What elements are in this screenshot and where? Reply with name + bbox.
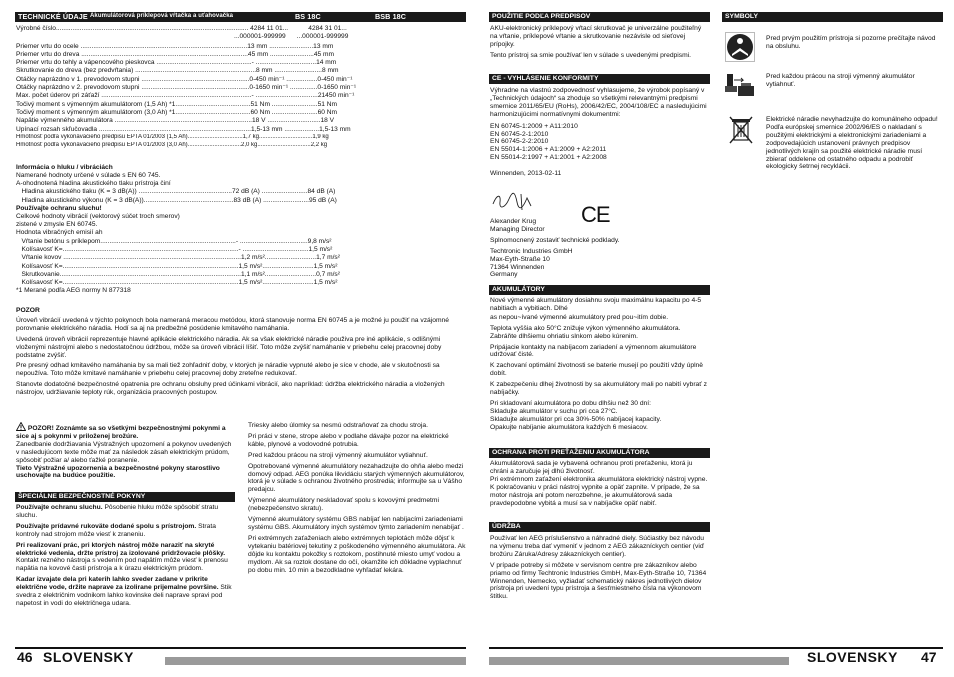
special-section <box>16 504 234 611</box>
symbol-text: Pred každou prácou na stroji výmenný akumulátor vytiahnuť. <box>766 73 915 88</box>
akku-section <box>490 297 708 435</box>
ce-norm: EN 60745-2-1:2010 <box>490 130 549 138</box>
ce-mark: CE <box>581 202 610 227</box>
ce-section <box>490 87 708 178</box>
noise-line: Namerané hodnoty určené v súlade s EN 60 745. <box>16 171 161 179</box>
warning-block <box>16 422 234 480</box>
ce-norm: EN 55014-2:1997 + A1:2001 + A2:2008 <box>490 154 607 162</box>
safety-para: Výmenné akumulátory neskladovať spolu s kovovými predmetmi (nebezpečenstvo skratu). <box>248 497 439 513</box>
left-footer <box>15 647 466 667</box>
safety-para: Pred každou prácou na stroji výmenný akumulátor vytiahnuť. <box>248 451 428 459</box>
tech-row: Hmotnosť podľa vykonávacieho predpisu EPTA 01/2003 (3,0 Ah)................................2,0 kg................................2,2 kg <box>16 142 328 149</box>
tech-row: Hmotnosť podľa vykonávacieho predpisu EPTA 01/2003 (1,5 Ah).................................1,7 kg................................1,9 kg <box>16 133 329 140</box>
vib-line: zistené v zmysle EN 60745. <box>16 221 98 229</box>
akku-para: Pripájacie kontakty na nabíjacom zariadení a výmennom akumulátore udržovať čisté. <box>490 343 697 359</box>
special-p3-bold: Pri realizovaní prác, pri ktorých nástroj môže naraziť na skryté elektrické vedenia, držte prístroj za izolované pridržovacie plôšky. <box>16 541 226 557</box>
pozor-para: Uvedená úroveň vibrácií reprezentuje hlavné aplikácie elektrického náradia. Ak sa však elektrické náradie použiva pre iné aplikácie, s odlišnými vloženými nástrojmi alebo s nedostatočnou údržbou, môže sa úroveň vibrácií líšiť. Toto môže zvýšiť namáhanie v priebehu celej pracovnej doby podstatne zvýšiť. <box>16 335 442 359</box>
right-page <box>477 0 954 677</box>
akku-para: Pri skladovaní akumulátora po dobu dlhšiu než 30 dní: Skladujte akumulátor v suchu pri cca 27°C. Skladujte akumulátor pri cca 30%-50% nabíjacej kapacity. Opakujte nabíjanie akumulátora každých 6 mesiacov. <box>490 399 662 431</box>
manual-icon <box>725 32 755 62</box>
warning-body: Zanedbanie dodržiavania Výstražných upozornení a pokynov uvedených v nasledujúcom texte môže mať za následok zásah elektrickým prúdom, spôsobiť požiar a/ alebo ťažké poranenie. <box>16 440 232 464</box>
udrzba-p1: Používať len AEG príslušenstvo a náhradné diely. Súčiastky bez návodu na výmenu treba dať vymeniť v jednom z AEG zákazníckych centier (viď brožúru Záruka/Adresy zákazníckych centier). <box>490 535 704 558</box>
usage-section <box>490 25 708 63</box>
symbol-text: Pred prvým použitím prístroja si pozorne prečítajte návod na obsluhu. <box>766 35 936 50</box>
usage-p2: Tento prístroj sa smie používať len v súlade s uvedenými predpismi. <box>490 51 691 59</box>
signer-role: Managing Director <box>490 225 545 233</box>
ce-body: Výhradne na vlastnú zodpovednosť vyhlasujeme, že výrobok popísaný v „Technických údajoch“ sa zhoduje so všetkými relevantnými predpismi smernice 2011/65/EU (RoHs), 2006/42/EC, 2004/108/EC a nasledujúcimi harmonizujúcimi normatívnymi dokumentmi: <box>490 87 707 118</box>
noise-line: A-ohodnotená hladina akustického tlaku prístroja činí <box>16 180 171 188</box>
vib-line: Vŕtanie kovov .................................................................................................1,2 m/s²............................1,7 m/s² <box>16 254 340 262</box>
vib-line: Skrutkovanie...................................................................................................1,1 m/s²............................0,7 m/s² <box>16 270 340 278</box>
tech-header <box>15 12 466 22</box>
ce-norm: EN 60745-2-2:2010 <box>490 138 549 146</box>
akku-para: K zabezpečeniu dlhej životnosti by sa akumulátory mali po nabití vybrať z nabíjačky. <box>490 381 707 397</box>
tech-table <box>16 25 466 150</box>
tech-row: Napätie výmenného akumulátora ...........................................................................18 V .............................18 V <box>16 117 335 125</box>
tech-row: Točivý moment s výmenným akumulátorom (3,0 Ah) *1.........................................60 Nm .........................60 Nm <box>16 108 337 116</box>
tech-row: Priemer vrtu do ocele ...........................................................................................13 mm ........................13 mm <box>16 42 334 50</box>
footer-bar <box>165 657 466 665</box>
ce-header: CE - VYHLÁSENIE KONFORMITY <box>489 74 710 84</box>
warning-triangle-icon <box>16 422 26 431</box>
tech-row: Priemer vrtu do tehly a vápencového pieskovca ....................................................- .................................14 mm <box>16 59 337 67</box>
udrzba-p2: V prípade potreby si môžete v servisnom centre pre zákazníkov alebo priamo od firmy Techtronic Industries GmbH, Max-Eyth-Straße 10, 71364 Winnenden, Nemecko, vyžiadať schematický nákres jednotlivých dielov prístroja pri uvedení typu prístroja a šesťmiestneho čísla na výkonovom štítku. <box>490 561 707 601</box>
signature-image <box>491 190 541 212</box>
right-footer <box>489 647 943 667</box>
vib-line: Vŕtanie betónu s príklepom..........................................................................- .....................................9,8 m/s² <box>16 237 332 245</box>
usage-p1: AKU-elektronický príklepový vŕtací skrutkovač je univerzálne použiteľný na vŕtanie, príklepové vŕtanie a skrutkovanie nezávisle od sieťovej prípojky. <box>490 25 702 48</box>
special-p2: Strata kontroly nad strojom môže viesť k zraneniu. <box>16 522 216 538</box>
warning-keep: Tieto Výstražné upozornenia a bezpečnostné pokyny starostlivo uschovajte na budúce použitie. <box>16 464 220 480</box>
safety-para: Opotrebované výmenné akumulátory nezahadzujte do ohňa alebo medzi domový odpad. AEG ponúka likvidáciu starých výmenných akumulátorov, ktorá je v súlade s ochranou životného prostredia; informujte sa u Vášho predajcu. <box>248 462 465 494</box>
special-p4: Stik svedra z električnim vodnikom lahko kovinske deli naprave spravi pod napetost in vodi do električnega udara. <box>16 584 232 607</box>
usage-header: POUŽITIE PODĽA PREDPISOV <box>489 12 710 22</box>
pozor-para: Pre presný odhad kmitavého namáhania by sa mali tiež zohľadniť doby, v ktorých je náradie vypnuté alebo je síce v chode, ale v skutočnosti sa nepoužíva. Toto môže kmitavé namáhanie v priebehu celej pracovnej doby zreteľne redukovať. <box>16 362 440 378</box>
company-line: Max-Eyth-Straße 10 <box>490 255 550 263</box>
battery-remove-icon <box>723 70 757 100</box>
footnote: *1 Merané podľa AEG normy N 877318 <box>16 287 131 295</box>
noise-title: Informácia o hluku / vibráciách <box>16 164 113 171</box>
akku-para: as nepou~ívané výmenné akumulátory pred pou~itím dobie. <box>490 313 669 321</box>
akku-para: K zachovaní optimální životnosti se baterie musejí po použití vždy úplně dobít. <box>490 362 704 378</box>
ce-signer <box>490 218 708 279</box>
pozor-para: Úroveň vibrácií uvedená v týchto pokynoch bola nameraná meracou metódou, ktorá stanovuje norma EN 60745 a je možné ju použiť na vzájomné porovnanie elektrického náradia. Hodí sa aj na predbežné posúdenie kmitavého namáhania. <box>16 316 449 332</box>
symbols-header: SYMBOLY <box>722 12 943 22</box>
special-p2-bold: Používajte prídavné rukoväte dodané spolu s prístrojom. <box>16 522 197 530</box>
vib-line: Kolísavosť K=................................................................................................1,5 m/s²............................1,5 m/s² <box>16 279 338 287</box>
safety-para: Pri práci v stene, strope alebo v podlahe dávajte pozor na elektrické káble, plynové a vodovodné potrubia. <box>248 432 449 448</box>
pozor-title: POZOR <box>16 307 40 314</box>
tech-row: Skrutkovanie do dreva (bez predvŕtania) ..................................................................8 mm ..........................8 mm <box>16 67 339 75</box>
company-line: 71364 Winnenden <box>490 263 545 271</box>
noise-line: Hladina akustického tlaku (K = 3 dB(A)) ...................................................72 dB (A) .........................84 dB (A) <box>16 188 336 196</box>
special-p4-bold: Kadar izvajate dela pri katerih lahko sveder zadane v prikrite električne vode, držite naprave za izolirane prijemalne površine. <box>16 576 219 592</box>
udrzba-header: ÚDRŽBA <box>489 522 710 532</box>
tech-header-title: TECHNICKÉ ÚDAJE <box>18 11 88 21</box>
tech-row: Otáčky naprázdno v 1. prevodovom stupni ...........................................................0-450 min⁻¹ .................0-450 min⁻¹ <box>16 75 353 83</box>
ear-protection: Používajte ochranu sluchu! <box>16 204 102 212</box>
tech-header-sub: Akumulátorová príklepová vŕtačka a uťahovačka <box>90 13 234 20</box>
weee-bin-icon <box>729 116 753 144</box>
company-line: Techtronic Industries GmbH <box>490 247 573 255</box>
pozor-section <box>16 307 464 400</box>
udrzba-section <box>490 535 708 604</box>
vib-line: Celkové hodnoty vibrácií (vektorový súčet troch smerov) <box>16 212 180 220</box>
safety-para: Pri extrémnych zaťaženiach alebo extrémnych teplotách môže dôjsť k vytekaniu batériovej tekutiny z poškodeného výmenného akumulátora. Ak dôjde ku kontaktu pokožky s roztokom, postihnuté miesto umyť vodou a mydlom. Ak sa roztok dostane do očí, okamžite ich dôkladne vyplachnuť po dobu min. 10 min a bezodkladne vyhľadať lekára. <box>248 534 466 574</box>
special-p1-bold: Používajte ochranu sluchu. <box>16 504 103 511</box>
safety-para: Triesky alebo úlomky sa nesmú odstraňovať za chodu stroja. <box>248 422 428 429</box>
symbol-text: Elektrické náradie nevyhadzujte do komunálneho odpadu! Podľa európskej smernice 2002/96/ES o nakladaní s použitými elektrickými a elektronickými zariadeniami a zodpovedajúcich ustanovení právnych predpisov jednotlivých krajín sa použité elektrické náradie musí zbierať oddelene od ostatného odpadu a podrobiť ekologicky šetrnej recyklácii. <box>766 116 938 171</box>
footer-bar <box>489 657 789 665</box>
vib-line: Kolísavosť K=................................................................................................1,5 m/s²............................1,5 m/s² <box>16 262 338 270</box>
footer-title: SLOVENSKY <box>43 649 134 665</box>
special-p3: Kontakt rezného nástroja s vedením pod napätím môže viesť k prenosu napätia na kovové časti prístroja a k úrazu elektrickým prúdom. <box>16 557 228 573</box>
overload-header: OCHRANA PROTI PREŤAŽENIU AKUMULÁTORA <box>489 448 710 458</box>
page-number: 47 <box>921 649 937 665</box>
tech-row: Max. počet úderov pri záťaží ..................................................................................- ..................................21450 min⁻¹ <box>16 92 355 100</box>
ce-date: Winnenden, 2013-02-11 <box>490 170 562 178</box>
tech-row: Upínací rozsah skľučovadla ...................................................................................1,5-13 mm ...................1,5-13 mm <box>16 125 351 133</box>
tech-row: Výrobné číslo......................................................................................................... 4284 11 01... 4284 31 01... <box>16 25 347 32</box>
signer-name: Alexander Krug <box>490 218 537 225</box>
noise-section <box>16 164 466 296</box>
noise-line: Hladina akustického výkonu (K = 3 dB(A)).................................................83 dB (A) .........................95 dB (A) <box>16 196 337 204</box>
warning-head: POZOR! Zoznámte sa so všetkými bezpečnostnými pokynmi a sice aj s pokynmi v priloženej brožúre. <box>16 425 226 440</box>
left-col2 <box>248 422 466 577</box>
overload-body: Akumulátorová sada je vybavená ochranou proti preťaženiu, ktorá ju chráni a zaručuje jej dlhú životnosť. Pri extrémnom zaťažení elektronika akumulátora elektrický nástroj vypne. K pokračovaniu v práci nástroj vypnite a opäť zapnite. V prípade, že sa motor nástroja ani potom nerozbehne, je akumulátorová sada pravdepodobne vybitá a musí sa v nabíjačke opäť nabiť. <box>490 460 708 507</box>
tech-row: Otáčky naprázdno v 2. prevodovom stupni ...........................................................0-1650 min⁻¹ ...............0-1650 min⁻¹ <box>16 84 357 92</box>
page-number: 46 <box>17 649 33 665</box>
tech-row: Priemer vrtu do dreva ...........................................................................................45 mm ........................45 mm <box>16 50 335 58</box>
tech-row: ...000001-999999 ...000001-999999 <box>16 33 349 41</box>
ce-norm: EN 60745-1:2009 + A11:2010 <box>490 122 578 130</box>
akku-header: AKUMULÁTORY <box>489 285 710 295</box>
tech-row: Točivý moment s výmenným akumulátorom (1,5 Ah) *1.........................................51 Nm .........................51 Nm <box>16 100 337 108</box>
footer-title: SLOVENSKY <box>807 649 898 665</box>
tech-col2: BSB 18C <box>375 11 407 21</box>
ce-norm: EN 55014-1:2006 + A1:2009 + A2:2011 <box>490 146 607 154</box>
pozor-para: Stanovte dodatočné bezpečnostné opatrenia pre ochranu obsluhy pred účinkami vibrácií, ako napríklad: údržba elektrického náradia a vložených nástrojov, udržiavanie teploty rúk, organizácia pracovných postupov. <box>16 381 445 397</box>
tech-col1: BS 18C <box>295 11 321 21</box>
vib-line: Hodnota vibračných emisií ah <box>16 229 103 237</box>
akku-para: Teplota vyššia ako 50°C znižuje výkon výmenného akumulátora. Zabráňte dlhšiemu ohriatiu slnkom alebo kúrenim. <box>490 324 681 340</box>
authorization: Splnomocnený zostaviť technické podklady. <box>490 236 620 244</box>
special-p1: Pôsobenie hluku môže spôsobiť stratu sluchu. <box>16 504 219 519</box>
company-line: Germany <box>490 271 518 279</box>
akku-para: Nové výmenné akumulátory dosiahnu svoju maximálnu kapacitu po 4-5 nabitiach a vybitiach. Dlhé <box>490 297 702 312</box>
special-header: ŠPECIÁLNE BEZPEČNOSTNÉ POKYNY <box>15 492 235 502</box>
vib-line: Kolísavosť K=................................................................................................- ....................................1,5 m/s² <box>16 245 333 253</box>
safety-para: Výmenné akumulátory systému GBS nabíjať len nabíjacími zariadeniami systému GBS. Akumulátory iných systémov týmto zariadením nenabíjať . <box>248 516 464 531</box>
